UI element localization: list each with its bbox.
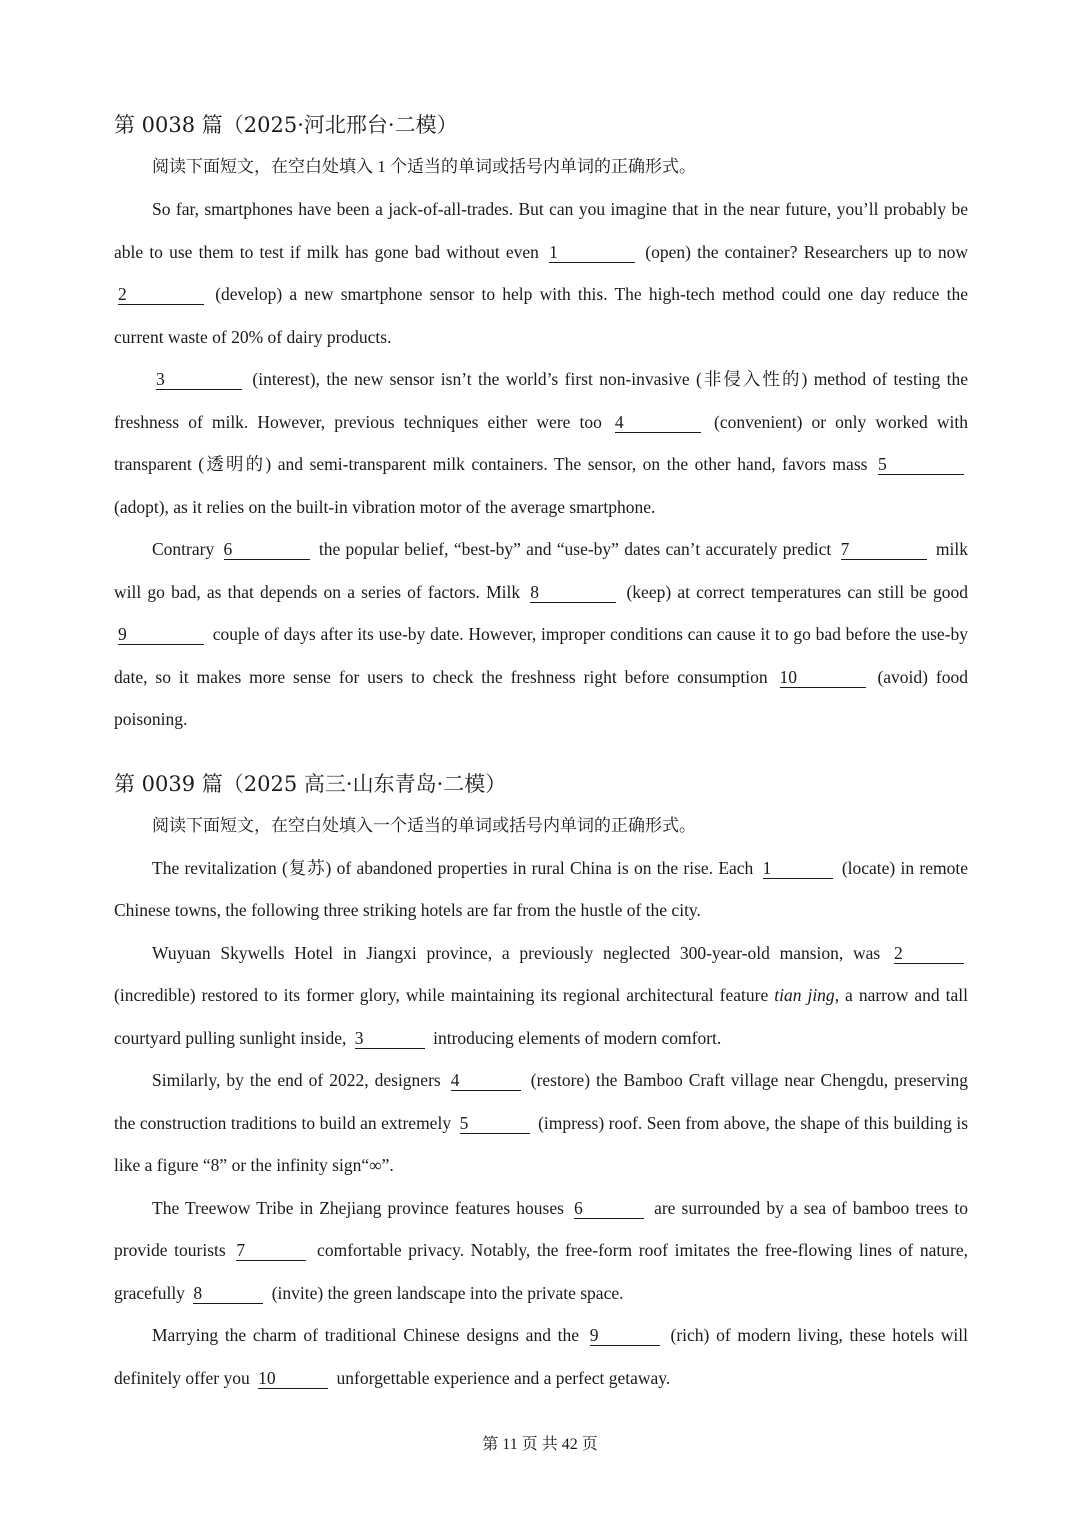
paragraph-text: The Treewow Tribe in Zhejiang province features houses xyxy=(152,1197,570,1218)
paragraph-text: (invite) the green landscape into the private space. xyxy=(267,1282,624,1303)
paragraph-text: comfortable privacy. Notably, the free-form roof imitates the free-flowing lines of nature, gracefully xyxy=(114,1240,968,1303)
paragraph-text: couple of days after its use-by date. However, improper conditions can cause it to go bad before the use-by date, so it makes more sense for users to check the freshness right before consumption xyxy=(114,624,968,687)
answer-blank[interactable]: 5 xyxy=(878,454,964,475)
passage-instruction: 阅读下面短文，在空白处填入一个适当的单词或括号内单词的正确形式。 xyxy=(152,815,696,835)
answer-blank[interactable]: 7 xyxy=(841,539,927,560)
passage-instruction: 阅读下面短文，在空白处填入 1 个适当的单词或括号内单词的正确形式。 xyxy=(152,157,696,176)
paragraph-text: (interest), the new sensor isn’t the world’s first non-invasive (非侵入性的) method of testing the freshness of milk. However, previous techniques either were too xyxy=(114,369,968,432)
paragraph-text: (locate) in remote Chinese towns, the following three striking hotels are far from the hustle of the city. xyxy=(114,857,968,920)
paragraph-text: introducing elements of modern comfort. xyxy=(428,1027,722,1048)
answer-blank[interactable]: 10 xyxy=(780,667,866,688)
answer-blank[interactable]: 9 xyxy=(590,1325,660,1346)
answer-blank[interactable]: 4 xyxy=(615,412,701,433)
paragraph-text: Wuyuan Skywells Hotel in Jiangxi province, a previously neglected 300-year-old mansion, was xyxy=(152,942,890,963)
answer-blank[interactable]: 3 xyxy=(156,369,242,390)
passage-heading: 第 0038 篇（2025·河北邢台·二模） xyxy=(114,113,458,137)
paragraph-text: The revitalization (复苏) of abandoned properties in rural China is on the rise. Each xyxy=(152,857,759,878)
answer-blank[interactable]: 7 xyxy=(236,1240,306,1261)
paragraph-text: , a narrow and tall courtyard pulling sunlight inside, xyxy=(114,985,968,1048)
paragraph-text: (avoid) food poisoning. xyxy=(114,666,968,729)
answer-blank[interactable]: 6 xyxy=(224,539,310,560)
passage-heading: 第 0039 篇（2025 高三·山东青岛·二模） xyxy=(114,771,507,796)
answer-blank[interactable]: 3 xyxy=(355,1028,425,1049)
section-gap xyxy=(114,741,968,763)
paragraph-text: So far, smartphones have been a jack-of-all-trades. But can you imagine that in the near future, you’ll probably be able to use them to test if milk has gone bad without even xyxy=(114,199,968,262)
answer-blank[interactable]: 4 xyxy=(451,1070,521,1091)
answer-blank[interactable]: 2 xyxy=(894,943,964,964)
paragraph xyxy=(114,1059,968,1187)
paragraph-text: milk will go bad, as that depends on a series of factors. Milk xyxy=(114,539,968,602)
paragraph-text: the popular belief, “best-by” and “use-by” dates can’t accurately predict xyxy=(313,539,837,559)
answer-blank[interactable]: 6 xyxy=(574,1198,644,1219)
paragraph-text: (keep) at correct temperatures can still be good xyxy=(620,581,968,602)
answer-blank[interactable]: 1 xyxy=(763,858,833,879)
paragraph-text: (restore) the Bamboo Craft village near Chengdu, preserving the construction traditions to build an extremely xyxy=(114,1070,968,1133)
paragraph-text: (develop) a new smartphone sensor to help with this. The high-tech method could one day reduce the current waste of 20% of dairy products. xyxy=(114,284,968,347)
paragraph-text: (adopt), as it relies on the built-in vibration motor of the average smartphone. xyxy=(114,496,656,517)
answer-blank[interactable]: 8 xyxy=(193,1283,263,1304)
paragraph xyxy=(114,188,968,358)
paragraph xyxy=(114,847,968,932)
answer-blank[interactable]: 9 xyxy=(118,624,204,645)
answer-blank[interactable]: 10 xyxy=(258,1368,328,1389)
paragraph-text: (open) the container? Researchers up to now xyxy=(639,241,968,262)
paragraph-text: unforgettable experience and a perfect getaway. xyxy=(332,1367,671,1388)
italic-term: tian jing xyxy=(774,985,835,1005)
answer-blank[interactable]: 8 xyxy=(530,582,616,603)
paragraph-text: Marrying the charm of traditional Chinese designs and the xyxy=(152,1325,586,1345)
paragraph xyxy=(114,358,968,528)
paragraph xyxy=(114,932,968,1060)
paragraph-text: Similarly, by the end of 2022, designers xyxy=(152,1070,447,1090)
paragraph-text: are surrounded by a sea of bamboo trees to provide tourists xyxy=(114,1197,969,1260)
page-number-footer: 第 11 页 共 42 页 xyxy=(482,1436,598,1453)
paragraph-text: (incredible) restored to its former glory, while maintaining its regional architectural feature xyxy=(114,985,775,1005)
paragraph-text: (impress) roof. Seen from above, the shape of this building is like a figure “8” or the infinity sign“∞”. xyxy=(114,1112,969,1175)
paragraph xyxy=(114,1314,968,1399)
page-content xyxy=(114,104,968,1399)
paragraph xyxy=(114,528,968,741)
answer-blank[interactable]: 5 xyxy=(460,1113,530,1134)
answer-blank[interactable]: 1 xyxy=(549,242,635,263)
paragraph xyxy=(114,1187,968,1315)
paragraph-text: Contrary xyxy=(152,539,220,559)
paragraph-text: (convenient) or only worked with transparent (透明的) and semi-transparent milk containers. The sensor, on the other hand, favors mass xyxy=(114,411,968,474)
answer-blank[interactable]: 2 xyxy=(118,284,204,305)
paragraph-text: (rich) of modern living, these hotels will definitely offer you xyxy=(114,1325,968,1388)
